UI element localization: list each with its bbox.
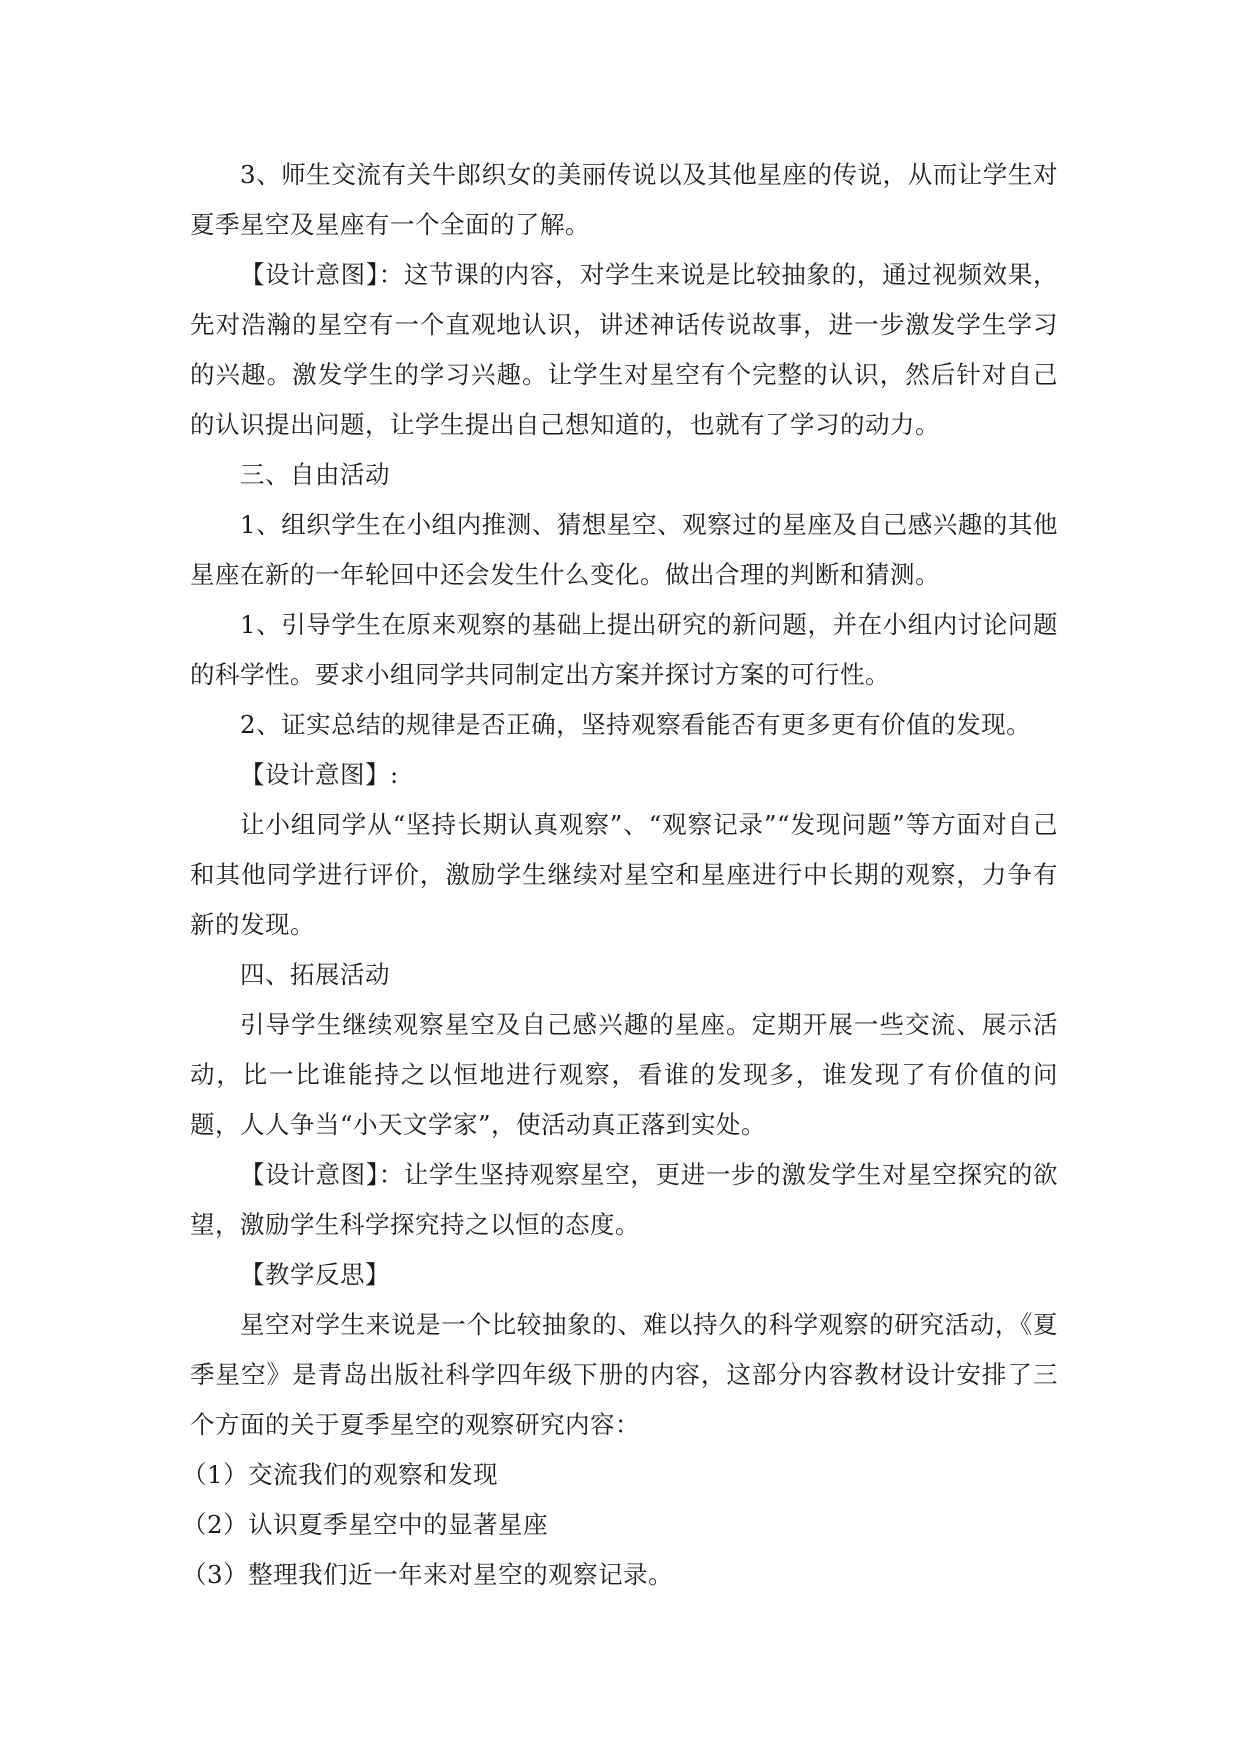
heading-teaching-reflection: 【教学反思】 [240, 1260, 390, 1289]
document-body [182, 150, 1058, 1600]
paragraph-design-intent-1: 【设计意图】：这节课的内容，对学生来说是比较抽象的，通过视频效果，先对浩瀚的星空有一个直观地认识，讲述神话传说故事，进一步激发学生学习的兴趣。激发学生的学习兴趣。让学生对星空有个完整的认识，然后针对自己的认识提出问题，让学生提出自己想知道的，也就有了学习的动力。 [190, 260, 1058, 439]
paragraph-continue-observation: 引导学生继续观察星空及自己感兴趣的星座。定期开展一些交流、展示活动，比一比谁能持之以恒地进行观察，看谁的发现多，谁发现了有价值的问题，人人争当“小天文学家”，使活动真正落到实处。 [190, 1010, 1058, 1139]
list-item-3: （3）整理我们近一年来对星空的观察记录。 [182, 1560, 674, 1589]
list-item-2: （2）认识夏季星空中的显著星座 [182, 1510, 549, 1539]
paragraph-story-exchange: 3、师生交流有关牛郎织女的美丽传说以及其他星座的传说，从而让学生对夏季星空及星座有一个全面的了解。 [190, 160, 1058, 239]
heading-extension-activity: 四、拓展活动 [240, 960, 390, 989]
list-item-1: （1）交流我们的观察和发现 [182, 1460, 499, 1489]
paragraph-group-guess: 1、组织学生在小组内推测、猜想星空、观察过的星座及自己感兴趣的其他星座在新的一年轮回中还会发生什么变化。做出合理的判断和猜测。 [190, 510, 1058, 589]
paragraph-reflection-body: 星空对学生来说是一个比较抽象的、难以持久的科学观察的研究活动，《夏季星空》是青岛出版社科学四年级下册的内容，这部分内容教材设计安排了三个方面的关于夏季星空的观察研究内容： [190, 1310, 1058, 1439]
paragraph-new-question: 1、引导学生在原来观察的基础上提出研究的新问题，并在小组内讨论问题的科学性。要求小组同学共同制定出方案并探讨方案的可行性。 [190, 610, 1058, 689]
heading-design-intent-2: 【设计意图】: [240, 760, 399, 789]
paragraph-design-intent-3: 【设计意图】：让学生坚持观察星空，更进一步的激发学生对星空探究的欲望，激励学生科学探究持之以恒的态度。 [190, 1160, 1058, 1239]
paragraph-evaluation: 让小组同学从“坚持长期认真观察”、“观察记录”“发现问题”等方面对自己和其他同学进行评价，激励学生继续对星空和星座进行中长期的观察，力争有新的发现。 [190, 810, 1058, 939]
paragraph-verify-rule: 2、证实总结的规律是否正确，坚持观察看能否有更多更有价值的发现。 [240, 710, 1032, 739]
heading-free-activity: 三、自由活动 [240, 460, 390, 489]
